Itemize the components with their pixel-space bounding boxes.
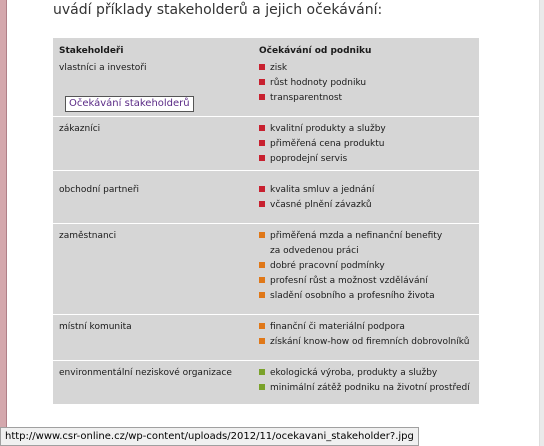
red-bullet-icon (259, 94, 265, 100)
expectation-item: zisk (259, 63, 287, 74)
green-bullet-icon (259, 369, 265, 375)
red-bullet-icon (259, 155, 265, 161)
red-bullet-icon (259, 140, 265, 146)
stakeholder-owners: vlastníci a investoři (59, 63, 147, 73)
group-divider (53, 360, 479, 361)
column-header-expectations: Očekávání od podniku (259, 46, 372, 56)
group-divider (53, 170, 479, 171)
expectation-item: transparentnost (259, 93, 342, 104)
stakeholder-environmental-ngos: environmentální neziskové organizace (59, 368, 232, 378)
intro-paragraph: uvádí příklady stakeholderů a jejich očekávání: (53, 2, 383, 18)
group-divider (53, 314, 479, 315)
column-header-stakeholders: Stakeholdeři (59, 46, 124, 56)
orange-bullet-icon (259, 323, 265, 329)
stakeholder-expectations-figure (53, 38, 479, 404)
red-bullet-icon (259, 64, 265, 70)
expectation-item: získání know-how od firemních dobrovolníků (259, 337, 469, 348)
group-divider (53, 223, 479, 224)
group-divider (53, 116, 479, 117)
image-tooltip: Očekávání stakeholderů (65, 96, 194, 112)
status-bar-url: http://www.csr-online.cz/wp-content/uploads/2012/11/ocekavani_stakeholder?.jpg (0, 427, 419, 446)
orange-bullet-icon (259, 262, 265, 268)
orange-bullet-icon (259, 338, 265, 344)
scrollbar-track[interactable] (539, 0, 544, 446)
expectation-item: přiměřená mzda a nefinanční benefity (259, 231, 442, 242)
expectation-item: ekologická výroba, produkty a služby (259, 368, 437, 379)
green-bullet-icon (259, 384, 265, 390)
expectation-item: kvalitní produkty a služby (259, 124, 386, 135)
stakeholder-local-community: místní komunita (59, 322, 132, 332)
expectation-item: dobré pracovní podmínky (259, 261, 385, 272)
orange-bullet-icon (259, 292, 265, 298)
expectation-item: poprodejní servis (259, 154, 347, 165)
left-border-rule-edge (6, 0, 7, 446)
stakeholder-employees: zaměstnanci (59, 231, 117, 241)
red-bullet-icon (259, 79, 265, 85)
orange-bullet-icon (259, 232, 265, 238)
red-bullet-icon (259, 186, 265, 192)
stakeholder-business-partners: obchodní partneři (59, 185, 140, 195)
expectation-item: finanční či materiální podpora (259, 322, 405, 333)
expectation-item: profesní růst a možnost vzdělávání (259, 276, 428, 287)
expectation-item: včasné plnění závazků (259, 200, 372, 211)
red-bullet-icon (259, 125, 265, 131)
expectation-item-continuation: za odvedenou práci (270, 246, 359, 256)
red-bullet-icon (259, 201, 265, 207)
stakeholder-customers: zákazníci (59, 124, 101, 134)
expectation-item: sladění osobního a profesního života (259, 291, 435, 302)
orange-bullet-icon (259, 277, 265, 283)
expectation-item: růst hodnoty podniku (259, 78, 366, 89)
expectation-item: kvalita smluv a jednání (259, 185, 374, 196)
expectation-item: minimální zátěž podniku na životní prostředí (259, 383, 470, 394)
expectation-item: přiměřená cena produktu (259, 139, 385, 150)
